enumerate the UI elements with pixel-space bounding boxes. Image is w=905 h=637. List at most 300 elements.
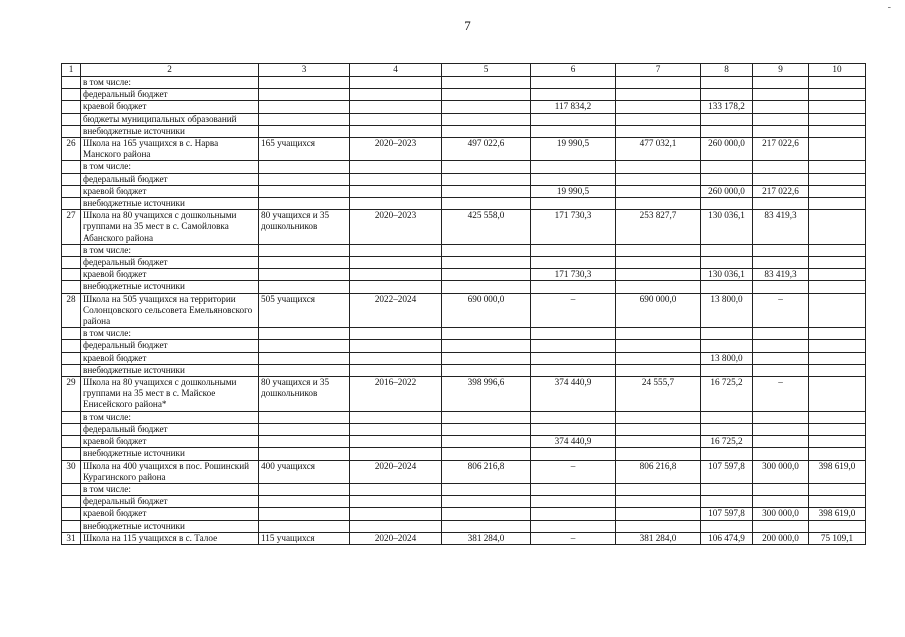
table-cell (753, 436, 809, 448)
table-cell (442, 508, 531, 520)
table-cell: 477 032,1 (616, 138, 701, 161)
table-cell: 75 109,1 (809, 532, 866, 544)
table-row (62, 293, 866, 328)
table-cell (616, 89, 701, 101)
table-cell (701, 520, 753, 532)
table-cell: 19 990,5 (531, 185, 616, 197)
table-cell (809, 352, 866, 364)
table-row (62, 364, 866, 376)
table-cell (259, 423, 350, 435)
table-cell (753, 198, 809, 210)
table-cell (531, 508, 616, 520)
table-cell (442, 173, 531, 185)
table-cell (701, 364, 753, 376)
table-cell (753, 89, 809, 101)
table-cell: 690 000,0 (442, 293, 531, 328)
table-cell (62, 423, 81, 435)
table-cell (701, 328, 753, 340)
table-cell (531, 328, 616, 340)
table-cell (259, 508, 350, 520)
table-cell: 24 555,7 (616, 377, 701, 412)
table-cell (442, 161, 531, 173)
table-row (62, 496, 866, 508)
table-cell (809, 161, 866, 173)
table-cell: бюджеты муниципальных образований (81, 113, 259, 125)
table-cell (350, 423, 442, 435)
table-cell (753, 113, 809, 125)
table-cell (62, 364, 81, 376)
header-cell: 1 (62, 64, 81, 77)
table-cell (442, 281, 531, 293)
table-row (62, 532, 866, 544)
table-cell: 133 178,2 (701, 101, 753, 113)
table-cell (701, 411, 753, 423)
table-row (62, 210, 866, 245)
table-cell (350, 508, 442, 520)
table-cell: 83 419,3 (753, 210, 809, 245)
table-cell (809, 173, 866, 185)
table-cell: внебюджетные источники (81, 198, 259, 210)
table-cell (809, 269, 866, 281)
table-cell (350, 125, 442, 137)
table-cell: 2020–2023 (350, 210, 442, 245)
table-cell (616, 340, 701, 352)
table-cell (616, 185, 701, 197)
table-cell: внебюджетные источники (81, 448, 259, 460)
table-row (62, 161, 866, 173)
table-cell: 171 730,3 (531, 269, 616, 281)
table-cell (259, 411, 350, 423)
table-cell (442, 244, 531, 256)
table-cell (753, 352, 809, 364)
table-cell: 16 725,2 (701, 436, 753, 448)
table-cell (62, 281, 81, 293)
table-cell (753, 340, 809, 352)
table-cell: в том числе: (81, 411, 259, 423)
table-row (62, 328, 866, 340)
table-cell (753, 328, 809, 340)
table-cell (531, 423, 616, 435)
table-cell (62, 77, 81, 89)
table-cell: 2020–2024 (350, 532, 442, 544)
table-cell: 117 834,2 (531, 101, 616, 113)
table-cell (616, 244, 701, 256)
table-cell (809, 411, 866, 423)
table-cell (531, 340, 616, 352)
table-cell: – (753, 293, 809, 328)
table-cell (753, 423, 809, 435)
table-cell: 217 022,6 (753, 138, 809, 161)
table-cell: 2016–2022 (350, 377, 442, 412)
table-cell (809, 340, 866, 352)
table-cell (350, 483, 442, 495)
table-cell: 107 597,8 (701, 460, 753, 483)
table-cell (442, 496, 531, 508)
table-cell (259, 185, 350, 197)
table-cell (809, 125, 866, 137)
table-cell: – (531, 460, 616, 483)
table-cell: 13 800,0 (701, 293, 753, 328)
table-cell: 690 000,0 (616, 293, 701, 328)
table-cell (442, 113, 531, 125)
header-cell: 7 (616, 64, 701, 77)
table-cell (62, 173, 81, 185)
table-cell (616, 364, 701, 376)
table-row (62, 377, 866, 412)
table-cell: федеральный бюджет (81, 496, 259, 508)
table-cell (701, 89, 753, 101)
table-cell (442, 352, 531, 364)
table-cell (753, 483, 809, 495)
table-cell: Школа на 80 учащихся с дошкольными группами на 35 мест в с. Майское Енисейского района* (81, 377, 259, 412)
table-cell (350, 173, 442, 185)
table-cell (62, 340, 81, 352)
table-cell: 107 597,8 (701, 508, 753, 520)
table-cell: 31 (62, 532, 81, 544)
table-cell (442, 257, 531, 269)
table-cell (753, 364, 809, 376)
table-cell (350, 520, 442, 532)
table-row (62, 520, 866, 532)
table-cell (259, 269, 350, 281)
table-cell: Школа на 165 учащихся в с. Нарва Манского района (81, 138, 259, 161)
table-row (62, 508, 866, 520)
table-cell (753, 257, 809, 269)
table-cell (753, 496, 809, 508)
table-row (62, 352, 866, 364)
table-cell (616, 281, 701, 293)
table-cell (753, 411, 809, 423)
table-cell: 130 036,1 (701, 269, 753, 281)
table-cell (62, 113, 81, 125)
table-cell (62, 436, 81, 448)
table-cell (259, 161, 350, 173)
table-cell (62, 483, 81, 495)
table-cell (809, 496, 866, 508)
table-cell (531, 113, 616, 125)
table-cell: Школа на 115 учащихся в с. Талое (81, 532, 259, 544)
table-cell (616, 411, 701, 423)
table-cell (259, 113, 350, 125)
table-row (62, 244, 866, 256)
header-cell: 4 (350, 64, 442, 77)
table-cell: 398 619,0 (809, 508, 866, 520)
table-cell (809, 138, 866, 161)
table-cell (62, 328, 81, 340)
table-cell: 171 730,3 (531, 210, 616, 245)
budget-table (61, 63, 866, 545)
table-cell (442, 448, 531, 460)
header-cell: 9 (753, 64, 809, 77)
table-cell (753, 101, 809, 113)
table-cell: краевой бюджет (81, 269, 259, 281)
table-cell (753, 448, 809, 460)
table-cell (753, 161, 809, 173)
table-cell (809, 281, 866, 293)
table-cell (701, 113, 753, 125)
table-cell (350, 244, 442, 256)
table-cell (809, 244, 866, 256)
table-cell (259, 101, 350, 113)
table-cell (62, 508, 81, 520)
table-cell (62, 352, 81, 364)
table-cell: 26 (62, 138, 81, 161)
table-cell (753, 244, 809, 256)
table-cell: – (531, 293, 616, 328)
table-cell (701, 496, 753, 508)
table-cell: 16 725,2 (701, 377, 753, 412)
table-cell: 374 440,9 (531, 377, 616, 412)
table-cell: внебюджетные источники (81, 281, 259, 293)
table-cell: 165 учащихся (259, 138, 350, 161)
table-cell (616, 77, 701, 89)
header-cell: 2 (81, 64, 259, 77)
table-cell: 300 000,0 (753, 460, 809, 483)
table-cell (616, 101, 701, 113)
table-cell (701, 483, 753, 495)
table-cell (259, 496, 350, 508)
table-cell (350, 352, 442, 364)
table-cell (62, 244, 81, 256)
page-number: 7 (464, 18, 471, 33)
table-row (62, 101, 866, 113)
table-cell (809, 113, 866, 125)
table-cell (616, 448, 701, 460)
table-row (62, 448, 866, 460)
table-cell (701, 173, 753, 185)
table-cell (442, 77, 531, 89)
table-row (62, 483, 866, 495)
table-cell (616, 257, 701, 269)
table-cell (62, 448, 81, 460)
table-cell (809, 436, 866, 448)
table-cell (350, 101, 442, 113)
table-cell: – (531, 532, 616, 544)
table-row (62, 340, 866, 352)
table-cell (259, 340, 350, 352)
table-row (62, 436, 866, 448)
table-cell: 2020–2023 (350, 138, 442, 161)
table-cell (809, 448, 866, 460)
table-cell (350, 77, 442, 89)
table-cell (809, 377, 866, 412)
table-cell (259, 448, 350, 460)
table-cell: краевой бюджет (81, 436, 259, 448)
table-row (62, 423, 866, 435)
table-cell (701, 161, 753, 173)
table-row (62, 185, 866, 197)
table-row (62, 77, 866, 89)
corner-mark: - (887, 2, 891, 13)
table-cell (809, 328, 866, 340)
table-cell: внебюджетные источники (81, 364, 259, 376)
table-cell (350, 436, 442, 448)
table-cell (350, 198, 442, 210)
table-cell (616, 423, 701, 435)
table-cell (616, 113, 701, 125)
table-cell (259, 89, 350, 101)
table-cell (259, 125, 350, 137)
table-cell (350, 161, 442, 173)
table-cell (701, 257, 753, 269)
table-cell: 398 619,0 (809, 460, 866, 483)
table-cell (442, 125, 531, 137)
table-body (62, 77, 866, 545)
table-cell (442, 520, 531, 532)
table-cell (701, 244, 753, 256)
table-cell (809, 364, 866, 376)
table-cell (350, 185, 442, 197)
table-cell: 130 036,1 (701, 210, 753, 245)
table-cell (350, 448, 442, 460)
table-row (62, 281, 866, 293)
table-cell: 19 990,5 (531, 138, 616, 161)
table-cell (259, 244, 350, 256)
table-cell: 497 022,6 (442, 138, 531, 161)
table-cell: в том числе: (81, 161, 259, 173)
table-cell (753, 173, 809, 185)
table-cell (809, 77, 866, 89)
table-cell (531, 411, 616, 423)
table-cell (809, 89, 866, 101)
table-cell: 80 учащихся и 35 дошкольников (259, 210, 350, 245)
table-cell: внебюджетные источники (81, 125, 259, 137)
table-cell (442, 423, 531, 435)
table-cell (809, 520, 866, 532)
table-cell (809, 101, 866, 113)
table-cell (350, 281, 442, 293)
table-cell (62, 89, 81, 101)
table-cell: федеральный бюджет (81, 257, 259, 269)
table-cell: 2022–2024 (350, 293, 442, 328)
table-cell (701, 281, 753, 293)
table-cell (350, 113, 442, 125)
table-cell: 400 учащихся (259, 460, 350, 483)
table-cell (531, 173, 616, 185)
table-cell: 80 учащихся и 35 дошкольников (259, 377, 350, 412)
table-cell (442, 89, 531, 101)
table-cell (259, 77, 350, 89)
table-cell (701, 198, 753, 210)
table-cell: 806 216,8 (616, 460, 701, 483)
table-cell (62, 101, 81, 113)
table-cell (442, 198, 531, 210)
table-cell: федеральный бюджет (81, 89, 259, 101)
table-cell: в том числе: (81, 244, 259, 256)
table-cell (62, 257, 81, 269)
table-cell: 13 800,0 (701, 352, 753, 364)
table-cell (62, 198, 81, 210)
table-cell (616, 508, 701, 520)
table-cell (809, 185, 866, 197)
table-cell (616, 173, 701, 185)
table-cell (442, 483, 531, 495)
table-cell (531, 77, 616, 89)
table-cell: 27 (62, 210, 81, 245)
table-cell: 260 000,0 (701, 138, 753, 161)
table-cell (809, 423, 866, 435)
table-cell (442, 411, 531, 423)
table-cell: 374 440,9 (531, 436, 616, 448)
table-cell (809, 483, 866, 495)
table-cell (350, 411, 442, 423)
table-row (62, 138, 866, 161)
table-cell (259, 483, 350, 495)
table-cell (616, 198, 701, 210)
table-cell: в том числе: (81, 77, 259, 89)
table-cell (809, 210, 866, 245)
table-row (62, 113, 866, 125)
table-cell (442, 328, 531, 340)
table-cell: краевой бюджет (81, 352, 259, 364)
table-cell: 260 000,0 (701, 185, 753, 197)
table-row (62, 460, 866, 483)
table-cell (350, 496, 442, 508)
table-cell (531, 496, 616, 508)
table-row (62, 125, 866, 137)
table-cell: 806 216,8 (442, 460, 531, 483)
table-cell (259, 520, 350, 532)
table-cell (350, 89, 442, 101)
table-row (62, 173, 866, 185)
table-cell (531, 89, 616, 101)
table-cell: Школа на 80 учащихся с дошкольными группами на 35 мест в с. Самойловка Абанского района (81, 210, 259, 245)
table-cell: краевой бюджет (81, 508, 259, 520)
table-cell (753, 125, 809, 137)
table-cell: 300 000,0 (753, 508, 809, 520)
table-cell: 106 474,9 (701, 532, 753, 544)
table-cell: 217 022,6 (753, 185, 809, 197)
table-row (62, 269, 866, 281)
table-cell (753, 520, 809, 532)
table-cell (259, 328, 350, 340)
table-cell (442, 340, 531, 352)
table-cell (701, 448, 753, 460)
table-cell: 381 284,0 (442, 532, 531, 544)
table-cell (616, 328, 701, 340)
table-cell (701, 423, 753, 435)
table-cell: внебюджетные источники (81, 520, 259, 532)
table-cell (259, 281, 350, 293)
table-cell: 115 учащихся (259, 532, 350, 544)
table-cell (62, 125, 81, 137)
table-cell (62, 411, 81, 423)
table-cell (259, 198, 350, 210)
table-cell: федеральный бюджет (81, 173, 259, 185)
table-cell: 83 419,3 (753, 269, 809, 281)
table-cell (531, 364, 616, 376)
table-cell (616, 125, 701, 137)
table-cell: краевой бюджет (81, 101, 259, 113)
table-cell: 28 (62, 293, 81, 328)
table-cell: 425 558,0 (442, 210, 531, 245)
table-cell (616, 161, 701, 173)
table-cell (531, 483, 616, 495)
table-cell (809, 293, 866, 328)
table-cell (350, 340, 442, 352)
table-cell: 381 284,0 (616, 532, 701, 544)
table-cell: в том числе: (81, 328, 259, 340)
table-cell (442, 101, 531, 113)
table-cell: 398 996,6 (442, 377, 531, 412)
table-cell: 200 000,0 (753, 532, 809, 544)
table-cell (62, 185, 81, 197)
table-row (62, 198, 866, 210)
table-cell: в том числе: (81, 483, 259, 495)
table-cell (531, 520, 616, 532)
table-cell: 29 (62, 377, 81, 412)
table-cell (616, 436, 701, 448)
